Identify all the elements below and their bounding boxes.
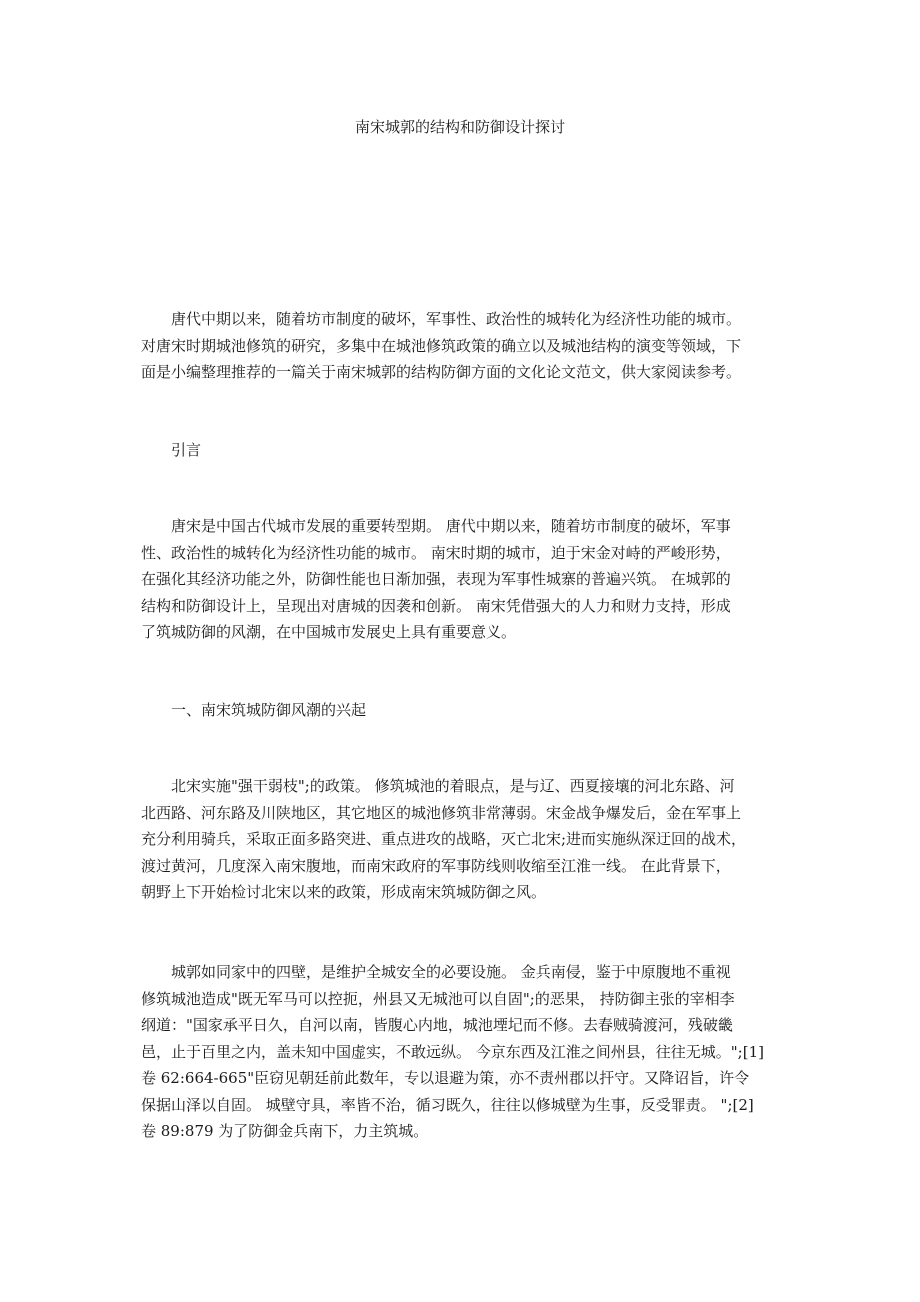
paragraph-line: 卷 62:664-665"臣窃见朝廷前此数年，专以退避为策，亦不责州郡以扞守。又降诏旨，许令	[141, 1069, 750, 1087]
heading-intro: 引言	[171, 441, 202, 459]
paragraph-line: 了筑城防御的风潮，在中国城市发展史上具有重要意义。	[141, 623, 517, 641]
paragraph-line: 渡过黄河，几度深入南宋腹地，而南宋政府的军事防线则收缩至江淮一线。 在此背景下，	[141, 856, 731, 875]
document-title: 南宋城郭的结构和防御设计探讨	[354, 118, 565, 136]
intro-paragraph	[141, 306, 791, 386]
paragraph-1	[141, 513, 791, 646]
paragraph-line: 北宋实施"强干弱枝";的政策。 修筑城池的着眼点，是与辽、西夏接壤的河北东路、河	[171, 777, 735, 795]
paragraph-line: 充分利用骑兵，采取正面多路突进、重点进攻的战略，灭亡北宋;进而实施纵深迂回的战术，	[141, 830, 747, 848]
paragraph-3	[141, 959, 791, 1145]
paragraph-line: 保据山泽以自固。 城壁守具，率皆不治，循习既久，往往以修城壁为生事，反受罪责。 ";[2]	[141, 1095, 754, 1114]
paragraph-2	[141, 773, 791, 906]
paragraph-line: 城郭如同家中的四壁，是维护全城安全的必要设施。 金兵南侵，鉴于中原腹地不重视	[171, 963, 731, 981]
heading-section-1: 一、南宋筑城防御风潮的兴起	[171, 701, 367, 719]
intro-line: 面是小编整理推荐的一篇关于南宋城郭的结构防御方面的文化论文范文，供大家阅读参考。	[141, 363, 742, 381]
paragraph-line: 在强化其经济功能之外，防御性能也日渐加强，表现为军事性城寨的普遍兴筑。 在城郭的	[141, 570, 731, 588]
paragraph-line: 唐宋是中国古代城市发展的重要转型期。 唐代中期以来，随着坊市制度的破坏，军事	[171, 517, 731, 535]
paragraph-line: 纲道："国家承平日久，自河以南，皆腹心内地，城池堙圮而不修。去春贼骑渡河，残破畿	[141, 1016, 733, 1034]
intro-line: 对唐宋时期城池修筑的研究，多集中在城池修筑政策的确立以及城池结构的演变等领域，下	[141, 336, 742, 355]
paragraph-line: 朝野上下开始检讨北宋以来的政策，形成南宋筑城防御之风。	[141, 883, 547, 901]
intro-line: 唐代中期以来，随着坊市制度的破坏，军事性、政治性的城转化为经济性功能的城市。	[171, 310, 742, 328]
paragraph-line: 邑，止于百里之内，盖未知中国虚实，不敢远纵。 今京东西及江淮之间州县，往往无城。";[1]	[141, 1042, 764, 1061]
paragraph-line: 修筑城池造成"既无军马可以控扼，州县又无城池可以自固";的恶果， 持防御主张的宰相李	[141, 989, 735, 1008]
paragraph-line: 性、政治性的城转化为经济性功能的城市。 南宋时期的城市，迫于宋金对峙的严峻形势，	[141, 543, 731, 562]
paragraph-line: 卷 89:879 为了防御金兵南下，力主筑城。	[141, 1122, 429, 1140]
paragraph-line: 结构和防御设计上，呈现出对唐城的因袭和创新。 南宋凭借强大的人力和财力支持，形成	[141, 596, 731, 615]
paragraph-line: 北西路、河东路及川陕地区，其它地区的城池修筑非常薄弱。宋金战争爆发后，金在军事上	[141, 803, 742, 822]
